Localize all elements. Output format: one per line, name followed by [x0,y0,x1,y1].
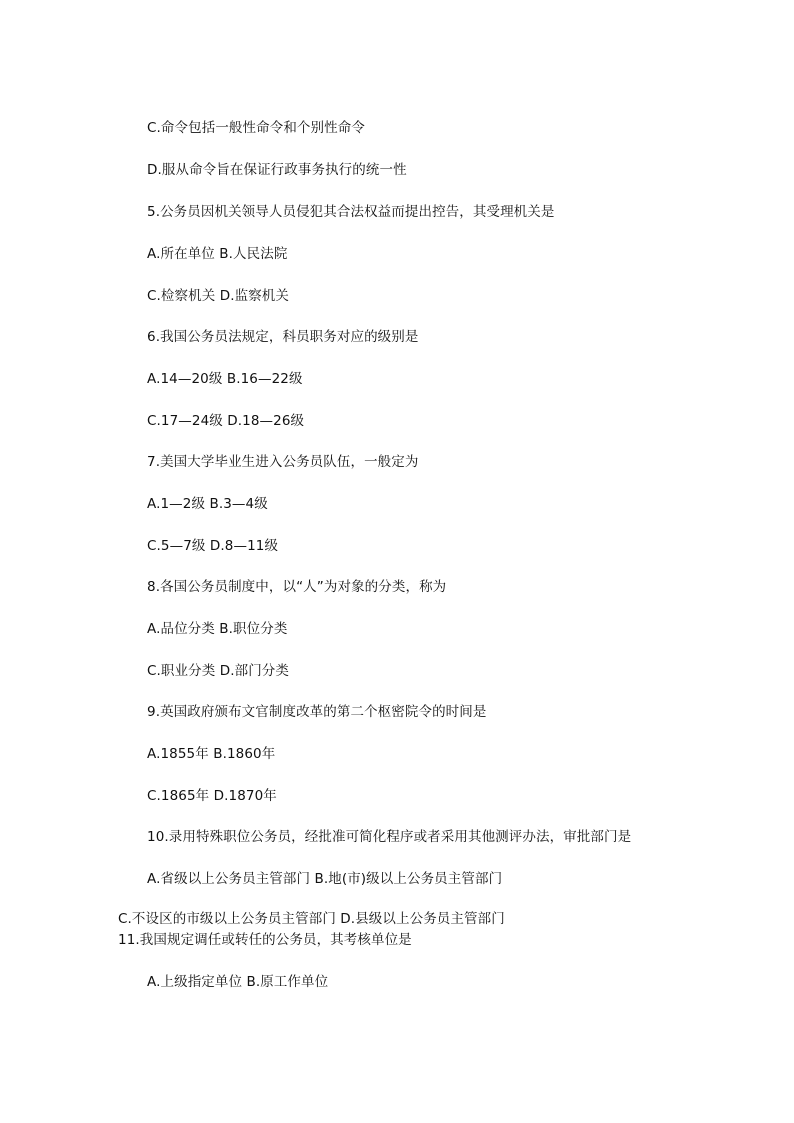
question-10: 10.录用特殊职位公务员，经批准可简化程序或者采用其他测评办法，审批部门是 [147,829,632,845]
options-cd-q8: C.职业分类 D.部门分类 [147,663,289,679]
options-ab-q6: A.14—20级 B.16—22级 [147,371,303,387]
options-ab-q7: A.1—2级 B.3—4级 [147,496,268,512]
options-cd-q9: C.1865年 D.1870年 [147,788,277,804]
options-cd-q10: C.不设区的市级以上公务员主管部门 D.县级以上公务员主管部门 [118,911,505,927]
question-9: 9.英国政府颁布文官制度改革的第二个枢密院令的时间是 [147,704,487,720]
options-cd-q6: C.17—24级 D.18—26级 [147,413,305,429]
question-6: 6.我国公务员法规定，科员职务对应的级别是 [147,329,419,345]
question-11: 11.我国规定调任或转任的公务员，其考核单位是 [118,932,412,948]
question-5: 5.公务员因机关领导人员侵犯其合法权益而提出控告，其受理机关是 [147,204,555,220]
options-cd-q7: C.5—7级 D.8—11级 [147,538,279,554]
question-8: 8.各国公务员制度中，以“人”为对象的分类，称为 [147,579,447,595]
options-ab-q10: A.省级以上公务员主管部门 B.地(市)级以上公务员主管部门 [147,871,503,887]
question-7: 7.美国大学毕业生进入公务员队伍，一般定为 [147,454,419,470]
option-c-q4: C.命令包括一般性命令和个别性命令 [147,120,365,136]
options-ab-q8: A.品位分类 B.职位分类 [147,621,288,637]
options-ab-q5: A.所在单位 B.人民法院 [147,246,288,262]
options-ab-q11: A.上级指定单位 B.原工作单位 [147,974,329,990]
option-d-q4: D.服从命令旨在保证行政事务执行的统一性 [147,162,407,178]
options-ab-q9: A.1855年 B.1860年 [147,746,276,762]
options-cd-q5: C.检察机关 D.监察机关 [147,288,289,304]
